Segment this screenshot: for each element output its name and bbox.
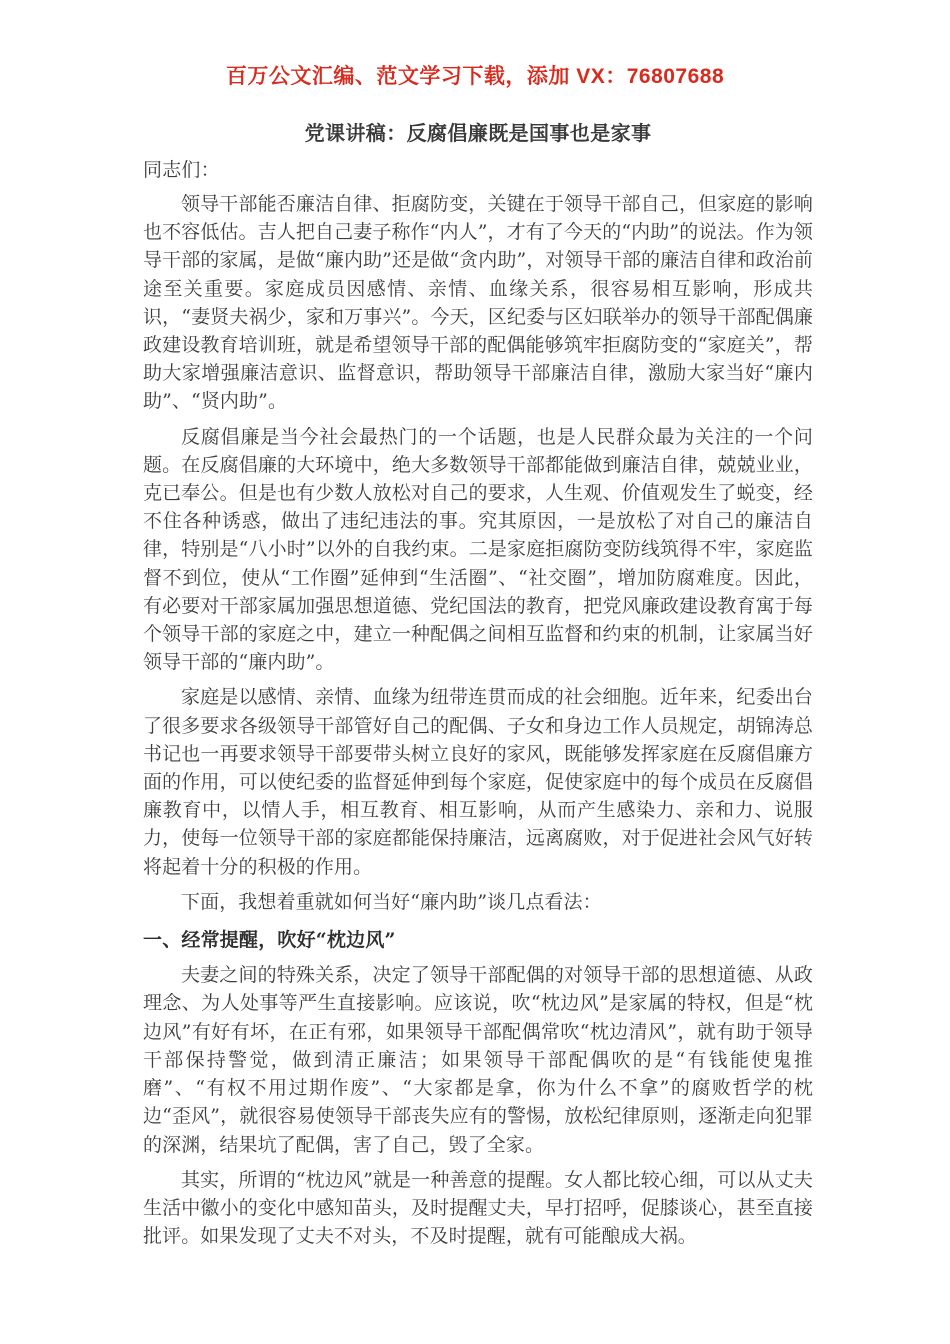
section-paragraph-1: 夫妻之间的特殊关系，决定了领导干部配偶的对领导干部的思想道德、从政理念、为人处事等严生直接影响。应该说，吹“枕边风”是家属的特权，但是“枕边风”有好有坏，在正有邪，如果领导干部配偶常吹“枕边清风”，就有助于领导干部保持警觉，做到清正廉洁；如果领导干部配偶吹的是“有钱能使鬼推磨”、“有权不用过期作废”、“大家都是拿，你为什么不拿”的腐败哲学的枕边“歪风”，就很容易使领导干部丧失应有的警惕，放松纪律原则，逐渐走向犯罪的深渊，结果坑了配偶，害了自己，毁了全家。 — [143, 964, 813, 1156]
paragraph-1: 领导干部能否廉洁自律、拒腐防变，关键在于领导干部自己，但家庭的影响也不容低估。吉人把自己妻子称作“内人”，才有了今天的“内助”的说法。作为领导干部的家属，是做“廉内助”还是做“贪内助”，对领导干部的廉洁自律和政治前途至关重要。家庭成员因感情、亲情、血缘关系，很容易相互影响，形成共识，“妻贤夫祸少，家和万事兴”。今天，区纪委与区妇联举办的领导干部配偶廉政建设教育培训班，就是希望领导干部的配偶能够筑牢拒腐防变的“家庭关”，帮助大家增强廉洁意识、监督意识，帮助领导干部廉洁自律，激励大家当好“廉内助”、“贤内助”。 — [143, 193, 813, 413]
section-paragraph-2: 其实，所谓的“枕边风”就是一种善意的提醒。女人都比较心细，可以从丈夫生活中徽小的变化中感知苗头，及时提醒丈夫，早打招呼，促膝谈心，甚至直接批评。如果发现了丈夫不对头，不及时提醒，就有可能酿成大祸。 — [143, 1168, 813, 1248]
watermark-banner: 百万公文汇编、范文学习下载，添加 VX：76807688 — [225, 65, 725, 88]
document-body — [143, 118, 813, 1257]
paragraph-3: 家庭是以感情、亲情、血缘为纽带连贯而成的社会细胞。近年来，纪委出台了很多要求各级领导干部管好自己的配偶、子女和身边工作人员规定，胡锦涛总书记也一再要求领导干部要带头树立良好的家风，既能够发挥家庭在反腐倡廉方面的作用，可以使纪委的监督延伸到每个家庭，促使家庭中的每个成员在反腐倡廉教育中，以情人手，相互教育、相互影响，从而产生感染力、亲和力、说服力，使每一位领导干部的家庭都能保持廉洁，远离腐败，对于促进社会风气好转将起着十分的积极的作用。 — [143, 686, 813, 878]
section-heading-1: 一、经常提醒，吹好“枕边风” — [143, 929, 396, 952]
salutation: 同志们： — [143, 159, 220, 181]
paragraph-4-transition: 下面，我想着重就如何当好“廉内助”谈几点看法： — [181, 890, 602, 913]
paragraph-2: 反腐倡廉是当今社会最热门的一个话题，也是人民群众最为关注的一个问题。在反腐倡廉的大环境中，绝大多数领导干部都能做到廉洁自律，兢兢业业，克已奉公。但是也有少数人放松对自己的要求，人生观、价值观发生了蜕变，经不住各种诱惑，做出了违纪违法的事。究其原因，一是放松了对自己的廉洁自律，特别是“八小时”以外的自我约束。二是家庭拒腐防变防线筑得不牢，家庭监督不到位，使从“工作圈”延伸到“生活圈”、“社交圈”，增加防腐难度。因此，有必要对干部家属加强思想道德、党纪国法的教育，把党风廉政建设教育寓于每个领导干部的家庭之中，建立一种配偶之间相互监督和约束的机制，让家属当好领导干部的“廉内助”。 — [143, 425, 813, 674]
page-title: 党课讲稿：反腐倡廉既是国事也是家事 — [304, 121, 652, 145]
